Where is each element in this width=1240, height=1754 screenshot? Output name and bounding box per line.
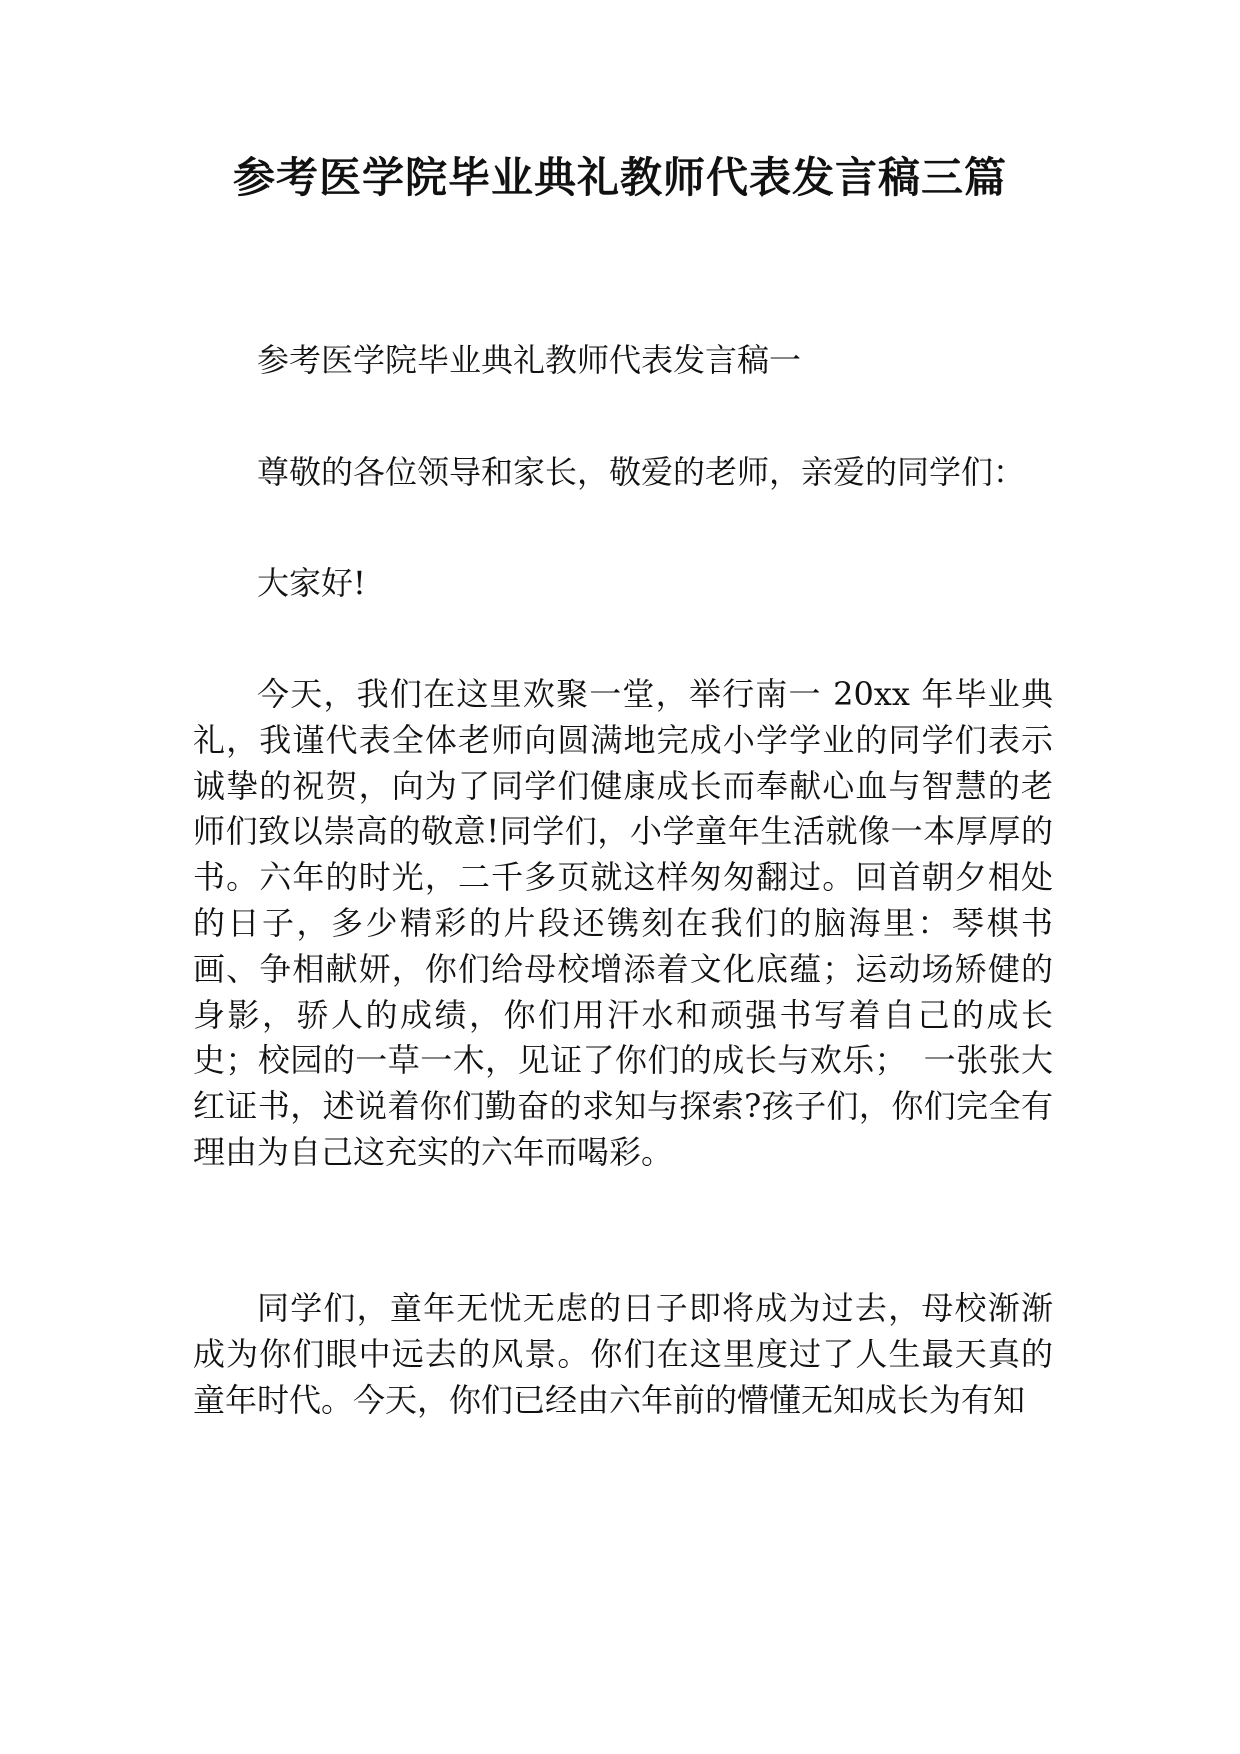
section-heading: 参考医学院毕业典礼教师代表发言稿一 <box>257 341 802 379</box>
salutation-paragraph: 尊敬的各位领导和家长，敬爱的老师，亲爱的同学们： <box>257 453 1026 491</box>
body-paragraph: 今天，我们在这里欢聚一堂，举行南一 20xx 年毕业典礼，我谨代表全体老师向圆满地完成小学学业的同学们表示诚挚的祝贺，向为了同学们健康成长而奉献心血与智慧的老师们致以崇高的敬意!同学们，小学童年生活就像一本厚厚的书。六年的时光，二千多页就这样匆匆翻过。回首朝夕相处的日子，多少精彩的片段还镌刻在我们的脑海里：琴棋书画、争相献妍，你们给母校增添着文化底蕴；运动场矫健的身影，骄人的成绩，你们用汗水和顽强书写着自己的成长史；校园的一草一木，见证了你们的成长与欢乐； 一张张大红证书，述说着你们勤奋的求知与探索?孩子们，你们完全有理由为自己这充实的六年而喝彩。 <box>193 675 1053 1171</box>
body-paragraph: 同学们，童年无忧无虑的日子即将成为过去，母校渐渐成为你们眼中远去的风景。你们在这里度过了人生最天真的童年时代。今天，你们已经由六年前的懵懂无知成长为有知 <box>193 1289 1053 1419</box>
greeting-paragraph: 大家好! <box>257 564 366 602</box>
document-title: 参考医学院毕业典礼教师代表发言稿三篇 <box>232 153 1007 202</box>
